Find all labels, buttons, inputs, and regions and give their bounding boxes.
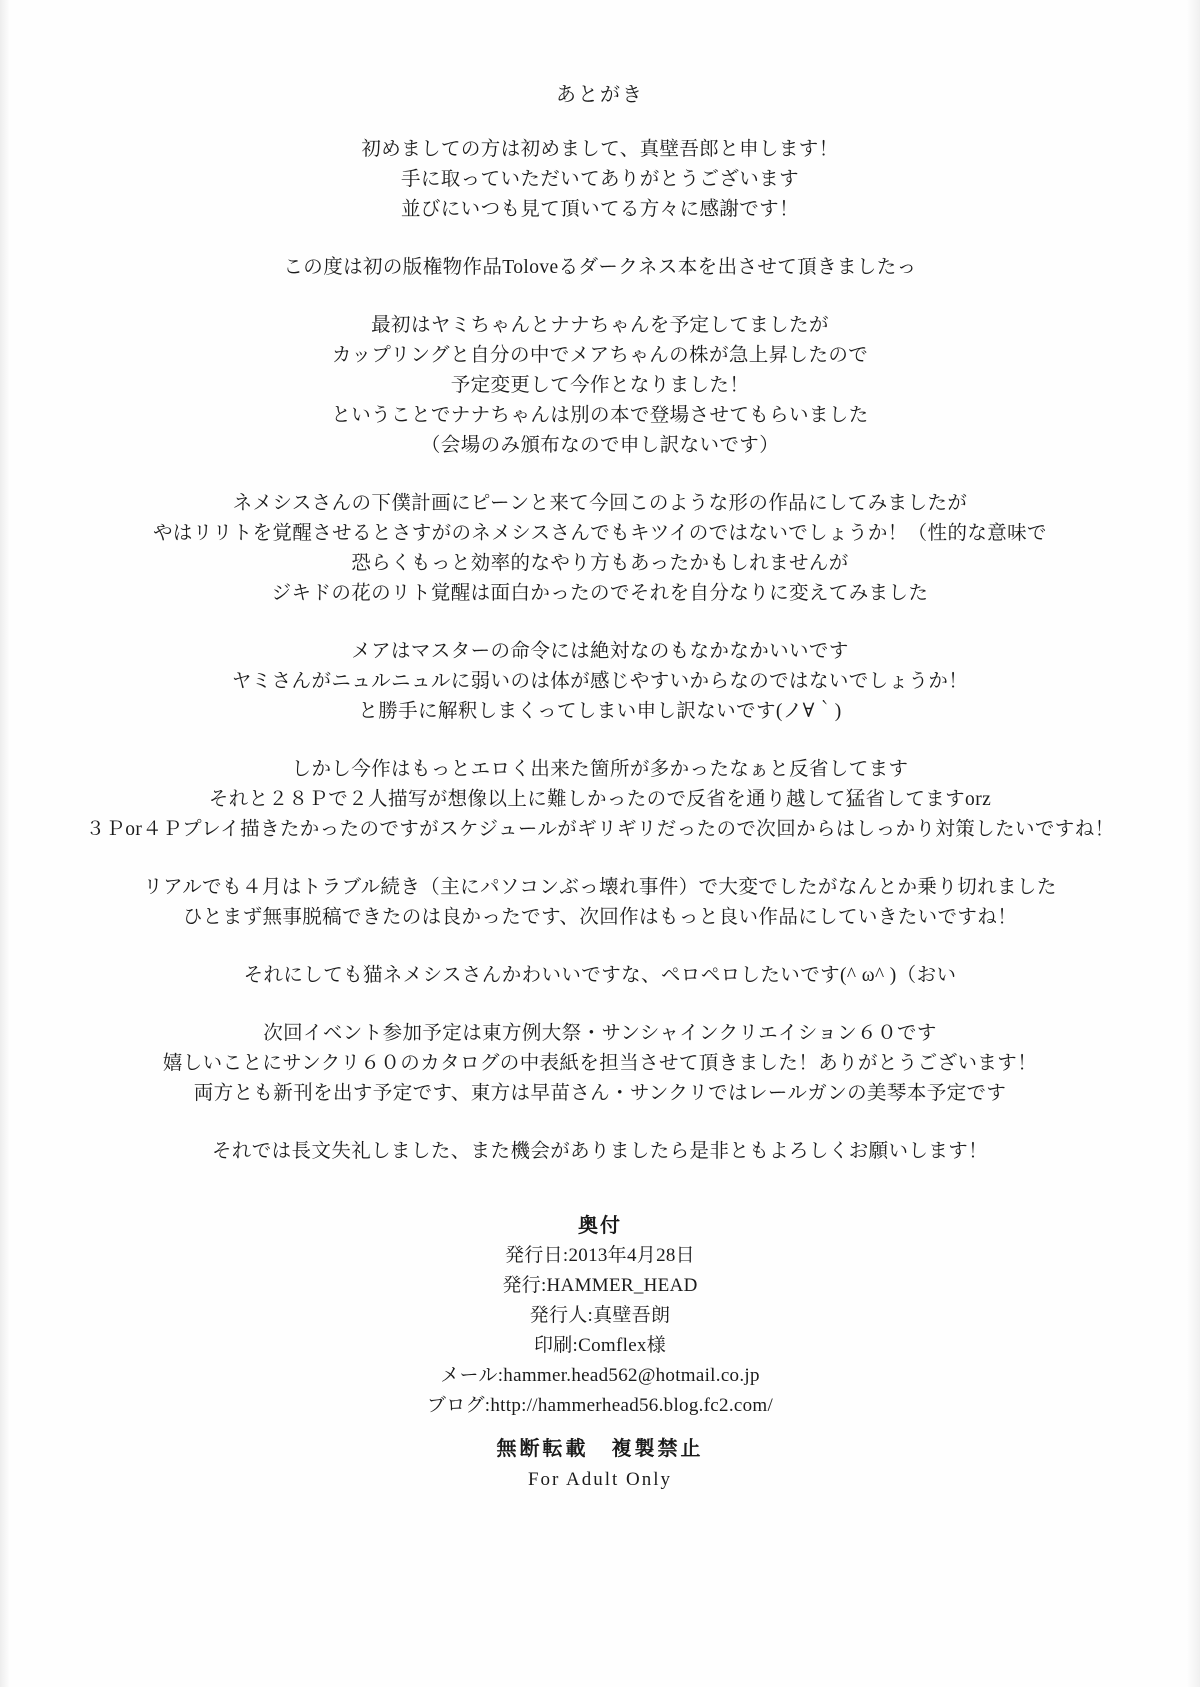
colophon-adult-notice: For Adult Only	[527, 1469, 673, 1490]
colophon-email[interactable]: メール:hammer.head562@hotmail.co.jp	[440, 1365, 760, 1386]
paragraph-first-copyright-work	[40, 253, 1160, 283]
text-line: ということでナナちゃんは別の本で登場させてもらいました	[331, 405, 869, 426]
text-line: ネメシスさんの下僕計画にピーンと来て今回このような形の作品にしてみましたが	[232, 493, 968, 514]
text-line: 嬉しいことにサンクリ６０のカタログの中表紙を担当させて頂きました！ありがとうございます！	[162, 1053, 1038, 1074]
text-line: 次回イベント参加予定は東方例大祭・サンシャインクリエイション６０です	[263, 1023, 937, 1044]
colophon-publisher: 発行人:真壁吾朗	[529, 1305, 671, 1326]
paragraph-reflection	[40, 755, 1160, 845]
text-line: やはリリトを覚醒させるとさすがのネメシスさんでもキツイのではないでしょうか！（性的な意味で	[153, 523, 1047, 544]
colophon-printer: 印刷:Comflex様	[533, 1335, 667, 1356]
text-line: それにしても猫ネメシスさんかわいいですな、ペロペロしたいです(^ ω^ )（おい	[243, 965, 957, 986]
paragraph-closing	[40, 1137, 1160, 1167]
text-line: それでは長文失礼しました、また機会がありましたら是非ともよろしくお願いします！	[211, 1141, 989, 1162]
text-line: と勝手に解釈しまくってしまい申し訳ないです(ノ∀｀)	[358, 701, 842, 722]
text-line: リアルでも４月はトラブル続き（主にパソコンぶっ壊れ事件）で大変でしたがなんとか乗り切れました	[143, 877, 1057, 898]
paragraph-nemesis-plan	[40, 489, 1160, 609]
text-line: メアはマスターの命令には絶対なのもなかなかいいです	[351, 641, 849, 662]
colophon-blog-url[interactable]: ブログ:http://hammerhead56.blog.fc2.com/	[426, 1395, 774, 1416]
colophon	[0, 1211, 1200, 1495]
text-line: 最初はヤミちゃんとナナちゃんを予定してましたが	[371, 315, 829, 336]
text-line: （会場のみ頒布なので申し訳ないです）	[420, 435, 780, 456]
text-line: 恐らくもっと効率的なやり方もあったかもしれませんが	[351, 553, 849, 574]
paragraph-mea-yami	[40, 637, 1160, 727]
text-line: しかし今作はもっとエロく出来た箇所が多かったなぁと反省してます	[291, 759, 909, 780]
paragraph-next-events	[40, 1019, 1160, 1109]
paragraph-cat-nemesis	[40, 961, 1160, 991]
text-line: ３Ｐor４Ｐプレイ描きたかったのですがスケジュールがギリギリだったので次回からはしっかり対策したいですね！	[85, 819, 1115, 840]
text-line: ジキドの花のリト覚醒は面白かったのでそれを自分なりに変えてみました	[271, 583, 929, 604]
text-line: ひとまず無事脱稿できたのは良かったです、次回作はもっと良い作品にしていきたいですね！	[182, 907, 1018, 928]
text-line: 並びにいつも見て頂いてる方々に感謝です！	[400, 199, 799, 220]
text-line: この度は初の版権物作品Toloveるダークネス本を出させて頂きましたっ	[283, 257, 917, 278]
paragraph-greeting	[40, 135, 1160, 225]
colophon-heading: 奥付	[578, 1215, 622, 1237]
colophon-reprint-notice: 無断転載 複製禁止	[496, 1438, 704, 1460]
paragraph-real-life	[40, 873, 1160, 933]
paragraph-planning-change	[40, 311, 1160, 461]
text-line: カップリングと自分の中でメアちゃんの株が急上昇したので	[331, 345, 869, 366]
text-line: 手に取っていただいてありがとうございます	[400, 169, 799, 190]
text-line: ヤミさんがニュルニュルに弱いのは体が感じやすいからなのではないでしょうか！	[231, 671, 969, 692]
text-line: 予定変更して今作となりました！	[450, 375, 750, 396]
text-line: それと２８Ｐで２人描写が想像以上に難しかったので反省を通り越して猛省してますorz	[208, 789, 992, 810]
text-line: 両方とも新刊を出す予定です、東方は早苗さん・サンクリではレールガンの美琴本予定です	[193, 1083, 1007, 1104]
text-line: 初めましての方は初めまして、真壁吾郎と申します！	[361, 139, 839, 160]
colophon-circle: 発行:HAMMER_HEAD	[502, 1275, 698, 1296]
afterword-heading: あとがき	[556, 84, 644, 106]
colophon-publish-date: 発行日:2013年4月28日	[505, 1245, 695, 1266]
